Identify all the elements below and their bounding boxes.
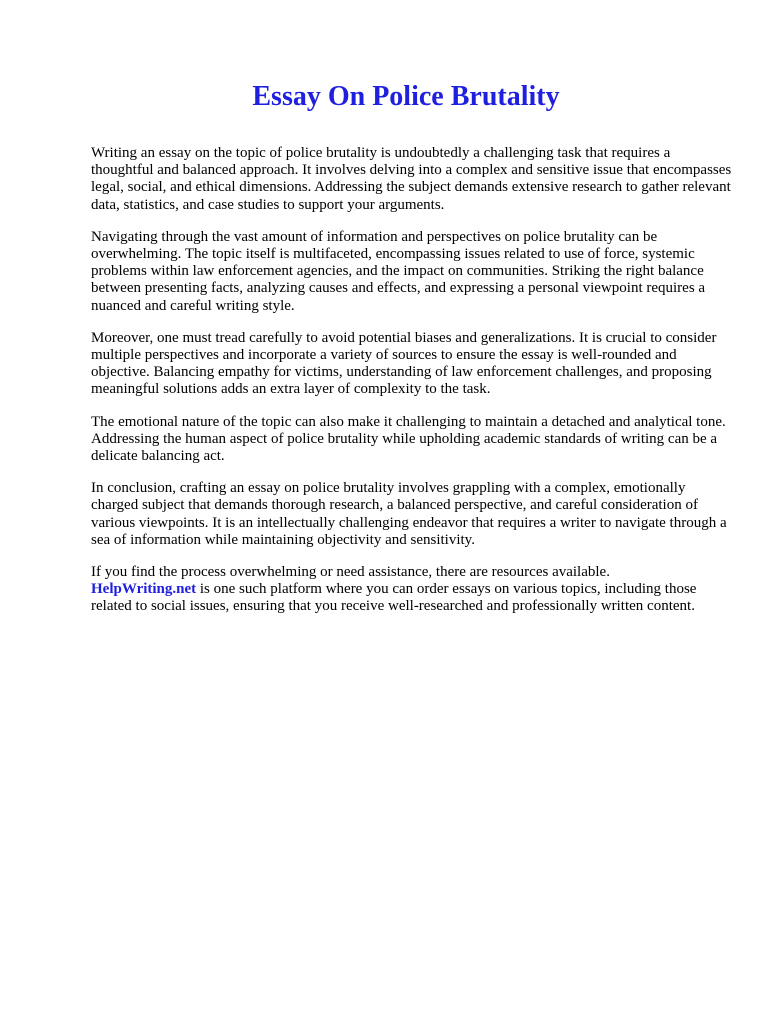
paragraph-1: Writing an essay on the topic of police brutality is undoubtedly a challenging task that requires a thoughtful and balanced approach. It involves delving into a complex and sensitive issue that encompasses legal, social, and ethical dimensions. Addressing the subject demands extensive research to gather relevant data, statistics, and case studies to support your arguments. xyxy=(91,145,732,213)
paragraph-2: Navigating through the vast amount of information and perspectives on police brutality can be overwhelming. The topic itself is multifaceted, encompassing issues related to use of force, systemic problems within law enforcement agencies, and the impact on communities. Striking the right balance between presenting facts, analyzing causes and effects, and expressing a personal viewpoint requires a nuanced and careful writing style. xyxy=(91,228,706,314)
final-paragraph-lead: If you find the process overwhelming or need assistance, there are resources available. xyxy=(91,564,610,581)
essay-body xyxy=(91,145,736,631)
final-paragraph-tail: is one such platform where you can order essays on various topics, including those related to social issues, ensuring that you receive well-researched and professionally written content. xyxy=(91,581,697,615)
paragraph-4: The emotional nature of the topic can also make it challenging to maintain a detached and analytical tone. Addressing the human aspect of police brutality while upholding academic standards of writing can be a delicate balancing act. xyxy=(91,413,726,465)
page-title: Essay On Police Brutality xyxy=(252,81,560,112)
paragraph-5: In conclusion, crafting an essay on police brutality involves grappling with a complex, emotionally charged subject that demands thorough research, a balanced perspective, and careful consideration of various viewpoints. It is an intellectually challenging endeavor that requires a writer to navigate through a sea of information while maintaining objectivity and sensitivity. xyxy=(91,480,727,548)
paragraph-3: Moreover, one must tread carefully to avoid potential biases and generalizations. It is crucial to consider multiple perspectives and incorporate a variety of sources to ensure the essay is well-rounded and objective. Balancing empathy for victims, understanding of law enforcement challenges, and proposing meaningful solutions adds an extra layer of complexity to the task. xyxy=(91,329,717,398)
paragraph-6 xyxy=(91,564,736,616)
helpwriting-link[interactable]: HelpWriting.net xyxy=(91,581,197,598)
